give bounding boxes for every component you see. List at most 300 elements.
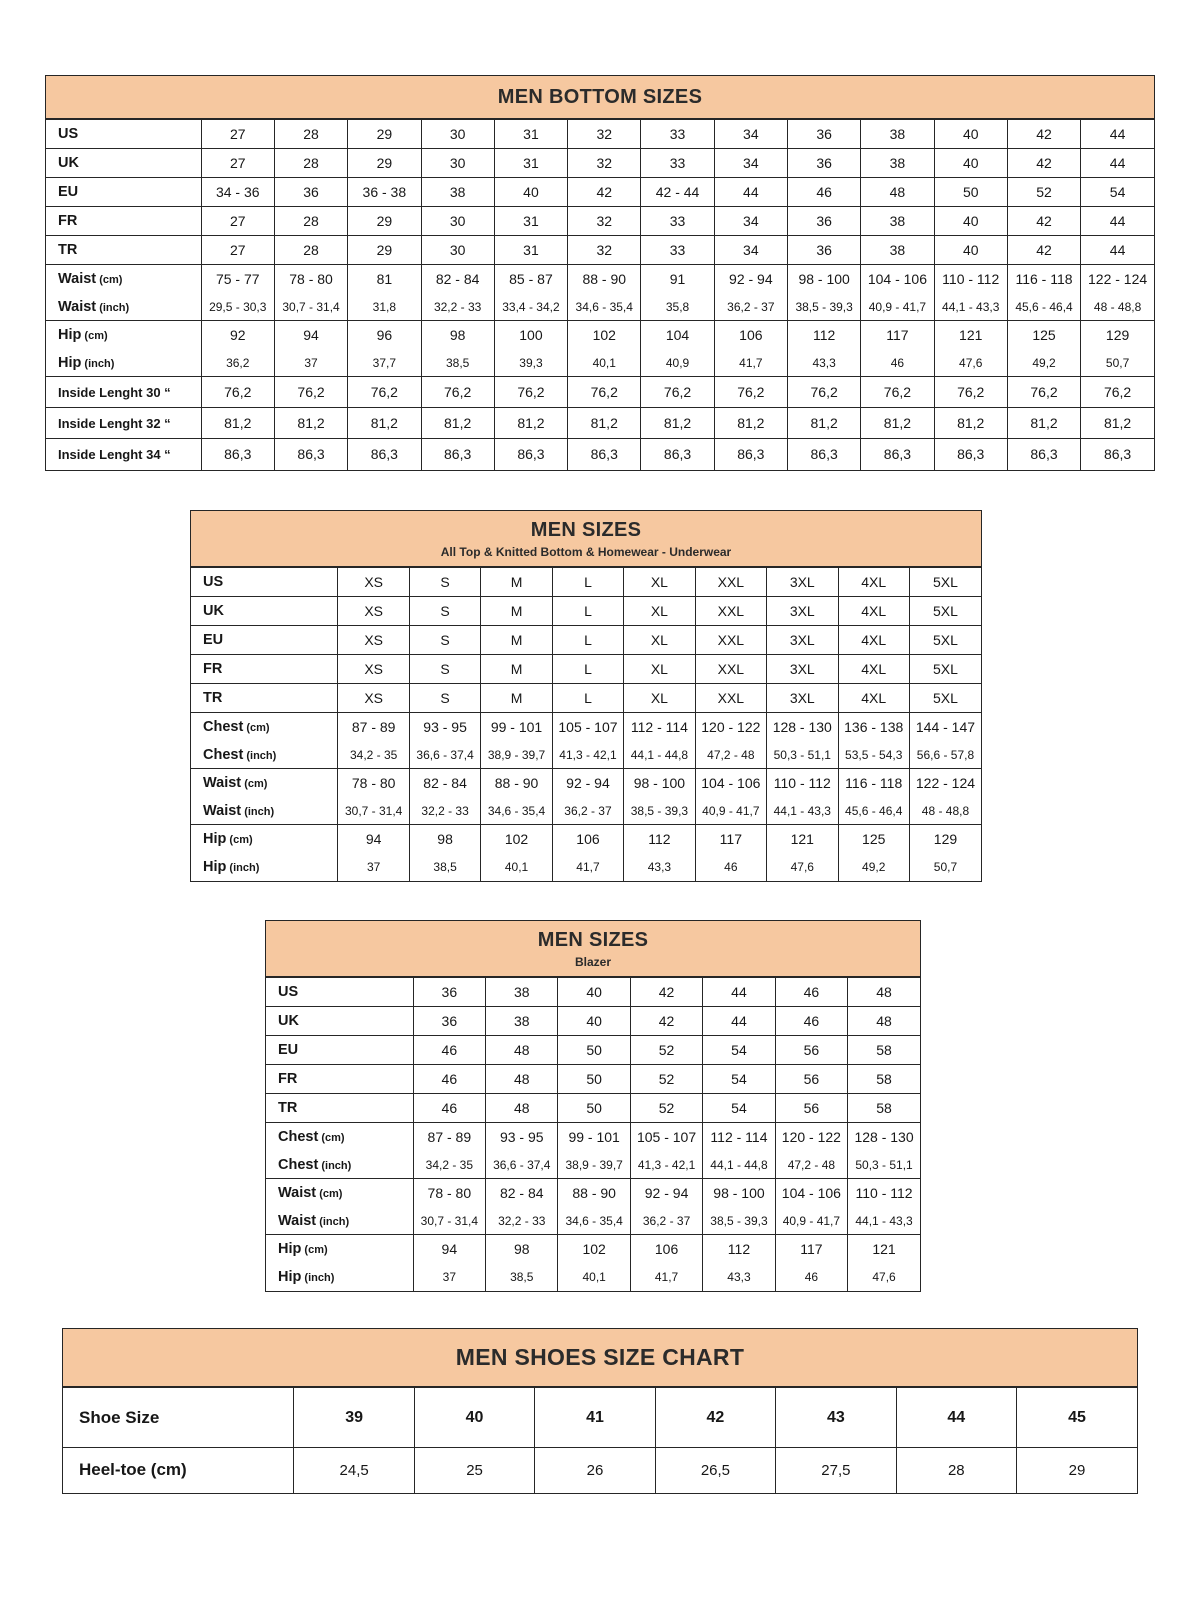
- table-header: [46, 76, 1154, 119]
- row-label: Chest (inch): [203, 746, 277, 763]
- size-cell: XXL: [695, 568, 766, 597]
- size-cell: 34,2 - 35: [338, 742, 409, 769]
- size-cell: 112: [624, 825, 695, 854]
- size-cell: S: [409, 626, 480, 655]
- size-cell: 50,7: [909, 854, 981, 881]
- size-cell: 94: [338, 825, 409, 854]
- size-cell: 76,2: [714, 377, 787, 408]
- size-cell: 41,7: [552, 854, 623, 881]
- men-top-sizes-table: [190, 510, 982, 882]
- size-cell: 88 - 90: [558, 1179, 630, 1208]
- table-title: MEN SHOES SIZE CHART: [455, 1344, 745, 1370]
- size-cell: 105 - 107: [552, 713, 623, 742]
- size-cell: 45,6 - 46,4: [1007, 294, 1080, 321]
- size-cell: 76,2: [787, 377, 860, 408]
- table-row: [191, 655, 981, 684]
- table-title: MEN SIZES: [530, 519, 642, 541]
- size-cell: XS: [338, 655, 409, 684]
- size-cell: 129: [1081, 321, 1154, 350]
- size-cell: 40: [934, 120, 1007, 149]
- row-label: UK: [266, 1007, 413, 1036]
- size-cell: 41,3 - 42,1: [552, 742, 623, 769]
- size-cell: 112: [703, 1235, 775, 1264]
- size-cell: 5XL: [909, 684, 981, 713]
- size-cell: 38: [486, 1007, 558, 1036]
- size-cell: 98: [421, 321, 494, 350]
- size-cell: 34,6 - 35,4: [558, 1208, 630, 1235]
- size-cell: 38: [486, 978, 558, 1007]
- size-cell: 44,1 - 43,3: [767, 798, 838, 825]
- size-cell: 54: [703, 1036, 775, 1065]
- size-cell: S: [409, 684, 480, 713]
- size-cell: 42 - 44: [641, 178, 714, 207]
- size-cell: 46: [775, 1264, 847, 1291]
- size-cell: XXL: [695, 597, 766, 626]
- row-label: Hip (inch): [278, 1269, 335, 1285]
- size-cell: 122 - 124: [1081, 265, 1154, 294]
- table-row: [46, 439, 1154, 470]
- row-label: Hip (inch): [58, 354, 115, 371]
- size-cell: XXL: [695, 626, 766, 655]
- size-cell: 81,2: [787, 408, 860, 439]
- size-cell: 37,7: [348, 350, 421, 377]
- row-label: US: [191, 568, 338, 597]
- row-label: Chest (inch): [278, 1156, 352, 1173]
- size-cell: 34: [714, 149, 787, 178]
- table-row: [191, 713, 981, 742]
- size-grid: [46, 119, 1154, 470]
- size-cell: 93 - 95: [409, 713, 480, 742]
- table-row: [266, 1007, 920, 1036]
- row-label: EU: [46, 178, 201, 207]
- table-row: [191, 798, 981, 825]
- size-cell: 3XL: [767, 655, 838, 684]
- table-row: [46, 207, 1154, 236]
- size-cell: 48: [861, 178, 934, 207]
- table-row: [46, 120, 1154, 149]
- size-cell: 110 - 112: [767, 769, 838, 798]
- size-cell: 76,2: [274, 377, 347, 408]
- size-cell: 40: [558, 978, 630, 1007]
- size-cell: XL: [624, 626, 695, 655]
- size-cell: 31: [494, 236, 567, 265]
- size-cell: 38,5 - 39,3: [787, 294, 860, 321]
- size-cell: 86,3: [714, 439, 787, 470]
- size-cell: 98: [486, 1235, 558, 1264]
- size-cell: 52: [1007, 178, 1080, 207]
- size-cell: 86,3: [787, 439, 860, 470]
- table-title: MEN BOTTOM SIZES: [497, 86, 703, 108]
- size-cell: 27: [201, 149, 274, 178]
- size-cell: 4XL: [838, 684, 909, 713]
- size-cell: 94: [274, 321, 347, 350]
- size-cell: 86,3: [1007, 439, 1080, 470]
- size-cell: 4XL: [838, 626, 909, 655]
- size-cell: 47,6: [934, 350, 1007, 377]
- table-row: [266, 1208, 920, 1235]
- size-cell: 48: [486, 1036, 558, 1065]
- row-label: US: [46, 120, 201, 149]
- table-row: [266, 1152, 920, 1179]
- size-cell: 5XL: [909, 597, 981, 626]
- size-cell: 5XL: [909, 655, 981, 684]
- size-cell: 106: [630, 1235, 702, 1264]
- size-grid: [266, 977, 920, 1291]
- size-grid: [63, 1387, 1137, 1493]
- size-cell: 43,3: [703, 1264, 775, 1291]
- size-cell: 44: [1081, 120, 1154, 149]
- size-cell: 98 - 100: [787, 265, 860, 294]
- size-cell: 96: [348, 321, 421, 350]
- row-label: FR: [46, 207, 201, 236]
- table-row: [46, 294, 1154, 321]
- size-cell: 78 - 80: [413, 1179, 485, 1208]
- size-cell: 43,3: [624, 854, 695, 881]
- size-cell: 35,8: [641, 294, 714, 321]
- size-cell: 32,2 - 33: [409, 798, 480, 825]
- table-row: [46, 265, 1154, 294]
- size-cell: 29: [348, 149, 421, 178]
- table-row: [46, 350, 1154, 377]
- size-cell: 87 - 89: [413, 1123, 485, 1152]
- table-row: [266, 1065, 920, 1094]
- size-cell: 76,2: [568, 377, 641, 408]
- size-cell: 94: [413, 1235, 485, 1264]
- size-cell: 81,2: [348, 408, 421, 439]
- size-cell: 46: [775, 978, 847, 1007]
- size-cell: 106: [552, 825, 623, 854]
- size-cell: 38,9 - 39,7: [481, 742, 552, 769]
- size-cell: 87 - 89: [338, 713, 409, 742]
- size-cell: 47,2 - 48: [775, 1152, 847, 1179]
- size-cell: 56: [775, 1036, 847, 1065]
- size-cell: 36: [413, 978, 485, 1007]
- row-label: Chest (cm): [266, 1123, 413, 1152]
- size-cell: 3XL: [767, 684, 838, 713]
- row-label: TR: [46, 236, 201, 265]
- size-cell: 32,2 - 33: [421, 294, 494, 321]
- size-cell: 81: [348, 265, 421, 294]
- size-cell: 58: [848, 1065, 920, 1094]
- size-cell: 104 - 106: [695, 769, 766, 798]
- size-cell: 30,7 - 31,4: [338, 798, 409, 825]
- size-cell: 47,2 - 48: [695, 742, 766, 769]
- size-cell: 36,2 - 37: [552, 798, 623, 825]
- row-label: Waist (cm): [266, 1179, 413, 1208]
- size-cell: 38,5 - 39,3: [703, 1208, 775, 1235]
- row-label: Waist (inch): [203, 802, 275, 819]
- row-label: Waist (cm): [46, 265, 201, 294]
- size-cell: 44: [703, 978, 775, 1007]
- table-header: [191, 511, 981, 567]
- size-cell: 48 - 48,8: [1081, 294, 1154, 321]
- table-row: [63, 1448, 1137, 1493]
- size-cell: 47,6: [767, 854, 838, 881]
- size-cell: 27: [201, 120, 274, 149]
- size-cell: 50: [558, 1094, 630, 1123]
- size-cell: 3XL: [767, 568, 838, 597]
- row-label: Waist (inch): [58, 298, 130, 315]
- size-cell: 27: [201, 236, 274, 265]
- size-cell: 104: [641, 321, 714, 350]
- size-cell: 102: [568, 321, 641, 350]
- size-cell: 38,5: [421, 350, 494, 377]
- size-cell: 86,3: [274, 439, 347, 470]
- size-cell: 58: [848, 1094, 920, 1123]
- size-cell: 42: [1007, 236, 1080, 265]
- row-label: Hip (cm): [46, 321, 201, 350]
- row-label: UK: [46, 149, 201, 178]
- row-label: Hip (cm): [266, 1235, 413, 1264]
- size-cell: M: [481, 626, 552, 655]
- size-cell: 86,3: [568, 439, 641, 470]
- table-row: [191, 597, 981, 626]
- size-cell: 36: [787, 236, 860, 265]
- size-cell: 99 - 101: [481, 713, 552, 742]
- size-cell: 144 - 147: [909, 713, 981, 742]
- size-cell: 41: [535, 1388, 655, 1448]
- size-cell: 120 - 122: [695, 713, 766, 742]
- size-cell: 52: [630, 1094, 702, 1123]
- row-label: FR: [191, 655, 338, 684]
- size-cell: 36: [274, 178, 347, 207]
- size-cell: 37: [274, 350, 347, 377]
- size-cell: 76,2: [494, 377, 567, 408]
- size-cell: 5XL: [909, 568, 981, 597]
- row-label: Inside Lenght 34 “: [46, 439, 201, 470]
- size-cell: 86,3: [1081, 439, 1154, 470]
- row-label: Shoe Size: [63, 1388, 294, 1448]
- size-cell: 116 - 118: [838, 769, 909, 798]
- size-cell: 43: [776, 1388, 896, 1448]
- size-cell: M: [481, 568, 552, 597]
- size-cell: 31,8: [348, 294, 421, 321]
- size-cell: 26,5: [655, 1448, 775, 1493]
- size-cell: 81,2: [1007, 408, 1080, 439]
- size-cell: 40,9 - 41,7: [775, 1208, 847, 1235]
- table-row: [46, 178, 1154, 207]
- size-cell: 36: [787, 207, 860, 236]
- size-cell: S: [409, 597, 480, 626]
- size-cell: 38,5 - 39,3: [624, 798, 695, 825]
- size-cell: 50: [558, 1065, 630, 1094]
- table-subtitle: All Top & Knitted Bottom & Homewear - Underwear: [440, 545, 732, 559]
- size-cell: 48: [848, 1007, 920, 1036]
- size-cell: 81,2: [1081, 408, 1154, 439]
- size-cell: 78 - 80: [274, 265, 347, 294]
- size-cell: 117: [775, 1235, 847, 1264]
- size-cell: 41,7: [630, 1264, 702, 1291]
- size-cell: 44: [1081, 207, 1154, 236]
- size-cell: 44: [1081, 149, 1154, 178]
- size-cell: L: [552, 684, 623, 713]
- size-cell: 48: [486, 1094, 558, 1123]
- size-cell: 39,3: [494, 350, 567, 377]
- size-cell: 37: [413, 1264, 485, 1291]
- size-cell: 86,3: [494, 439, 567, 470]
- men-blazer-sizes-table: [265, 920, 921, 1292]
- row-label: Hip (cm): [191, 825, 338, 854]
- row-label: Hip (inch): [203, 859, 260, 875]
- size-cell: 49,2: [838, 854, 909, 881]
- size-cell: 36: [413, 1007, 485, 1036]
- table-title: MEN SIZES: [537, 929, 649, 951]
- size-cell: 33: [641, 236, 714, 265]
- size-cell: 42: [630, 1007, 702, 1036]
- size-cell: 34,2 - 35: [413, 1152, 485, 1179]
- size-cell: 40: [934, 207, 1007, 236]
- size-cell: 41,7: [714, 350, 787, 377]
- size-cell: 30: [421, 236, 494, 265]
- size-cell: 28: [274, 120, 347, 149]
- size-cell: 48: [486, 1065, 558, 1094]
- size-cell: 81,2: [201, 408, 274, 439]
- row-label: TR: [191, 684, 338, 713]
- size-cell: 50: [558, 1036, 630, 1065]
- size-cell: 46: [413, 1065, 485, 1094]
- size-cell: 38: [861, 207, 934, 236]
- size-cell: 44,1 - 43,3: [848, 1208, 920, 1235]
- size-cell: XXL: [695, 684, 766, 713]
- table-row: [46, 149, 1154, 178]
- size-cell: 92: [201, 321, 274, 350]
- size-cell: 50,7: [1081, 350, 1154, 377]
- size-cell: 40,9: [641, 350, 714, 377]
- size-cell: 99 - 101: [558, 1123, 630, 1152]
- size-cell: 3XL: [767, 597, 838, 626]
- size-cell: 82 - 84: [486, 1179, 558, 1208]
- size-cell: 36,2: [201, 350, 274, 377]
- size-cell: 45: [1017, 1388, 1137, 1448]
- size-cell: 24,5: [294, 1448, 414, 1493]
- row-label: EU: [191, 626, 338, 655]
- size-cell: 56: [775, 1065, 847, 1094]
- size-cell: 125: [838, 825, 909, 854]
- size-cell: 76,2: [348, 377, 421, 408]
- size-cell: 33: [641, 207, 714, 236]
- size-cell: 32: [568, 236, 641, 265]
- size-cell: XS: [338, 626, 409, 655]
- size-cell: L: [552, 597, 623, 626]
- row-label: FR: [266, 1065, 413, 1094]
- size-cell: XL: [624, 684, 695, 713]
- size-cell: 81,2: [861, 408, 934, 439]
- size-cell: L: [552, 568, 623, 597]
- size-cell: 30: [421, 120, 494, 149]
- size-cell: 56,6 - 57,8: [909, 742, 981, 769]
- size-cell: 38,5: [486, 1264, 558, 1291]
- size-cell: 81,2: [494, 408, 567, 439]
- size-cell: 45,6 - 46,4: [838, 798, 909, 825]
- size-cell: 116 - 118: [1007, 265, 1080, 294]
- size-cell: 40: [934, 236, 1007, 265]
- size-cell: 104 - 106: [775, 1179, 847, 1208]
- size-cell: 44: [714, 178, 787, 207]
- size-cell: 48: [848, 978, 920, 1007]
- row-label: TR: [266, 1094, 413, 1123]
- size-cell: 28: [896, 1448, 1016, 1493]
- table-row: [266, 1235, 920, 1264]
- size-cell: 92 - 94: [714, 265, 787, 294]
- size-cell: 38,9 - 39,7: [558, 1152, 630, 1179]
- size-cell: 76,2: [861, 377, 934, 408]
- size-cell: 42: [568, 178, 641, 207]
- size-cell: 76,2: [934, 377, 1007, 408]
- size-cell: 47,6: [848, 1264, 920, 1291]
- table-row: [191, 742, 981, 769]
- size-cell: 112 - 114: [624, 713, 695, 742]
- size-cell: 4XL: [838, 655, 909, 684]
- size-cell: 44: [703, 1007, 775, 1036]
- size-cell: XL: [624, 655, 695, 684]
- row-label: Inside Lenght 32 “: [46, 408, 201, 439]
- size-cell: 34 - 36: [201, 178, 274, 207]
- size-cell: 40: [934, 149, 1007, 178]
- size-cell: 38,5: [409, 854, 480, 881]
- table-row: [266, 1123, 920, 1152]
- size-cell: 50: [934, 178, 1007, 207]
- size-cell: 46: [413, 1094, 485, 1123]
- size-cell: XL: [624, 568, 695, 597]
- size-cell: 44,1 - 44,8: [624, 742, 695, 769]
- size-cell: 3XL: [767, 626, 838, 655]
- size-cell: 54: [703, 1094, 775, 1123]
- size-cell: 34: [714, 207, 787, 236]
- size-cell: 32: [568, 120, 641, 149]
- size-cell: 30: [421, 149, 494, 178]
- size-cell: 44: [896, 1388, 1016, 1448]
- size-cell: 4XL: [838, 568, 909, 597]
- size-cell: 40,9 - 41,7: [861, 294, 934, 321]
- size-cell: 28: [274, 149, 347, 178]
- size-cell: 44,1 - 43,3: [934, 294, 1007, 321]
- table-row: [266, 1094, 920, 1123]
- size-cell: 81,2: [934, 408, 1007, 439]
- size-cell: 86,3: [641, 439, 714, 470]
- size-cell: 29: [348, 236, 421, 265]
- size-cell: 40: [494, 178, 567, 207]
- size-cell: M: [481, 597, 552, 626]
- size-cell: 129: [909, 825, 981, 854]
- size-cell: 38: [861, 149, 934, 178]
- size-cell: L: [552, 655, 623, 684]
- size-cell: 92 - 94: [630, 1179, 702, 1208]
- size-cell: 52: [630, 1065, 702, 1094]
- size-cell: M: [481, 655, 552, 684]
- table-row: [46, 321, 1154, 350]
- size-cell: 32: [568, 207, 641, 236]
- size-cell: 42: [1007, 207, 1080, 236]
- size-cell: 26: [535, 1448, 655, 1493]
- size-cell: 32: [568, 149, 641, 178]
- size-cell: 110 - 112: [848, 1179, 920, 1208]
- size-cell: XS: [338, 684, 409, 713]
- size-cell: 36: [787, 120, 860, 149]
- row-label: Chest (cm): [191, 713, 338, 742]
- size-cell: 27,5: [776, 1448, 896, 1493]
- table-row: [266, 1036, 920, 1065]
- size-cell: 76,2: [421, 377, 494, 408]
- row-label: Waist (inch): [278, 1212, 350, 1229]
- size-cell: 102: [481, 825, 552, 854]
- table-row: [191, 626, 981, 655]
- size-cell: 44,1 - 44,8: [703, 1152, 775, 1179]
- men-bottom-sizes-table: [45, 75, 1155, 471]
- size-cell: 110 - 112: [934, 265, 1007, 294]
- size-cell: 82 - 84: [421, 265, 494, 294]
- size-cell: 40: [558, 1007, 630, 1036]
- size-cell: 46: [787, 178, 860, 207]
